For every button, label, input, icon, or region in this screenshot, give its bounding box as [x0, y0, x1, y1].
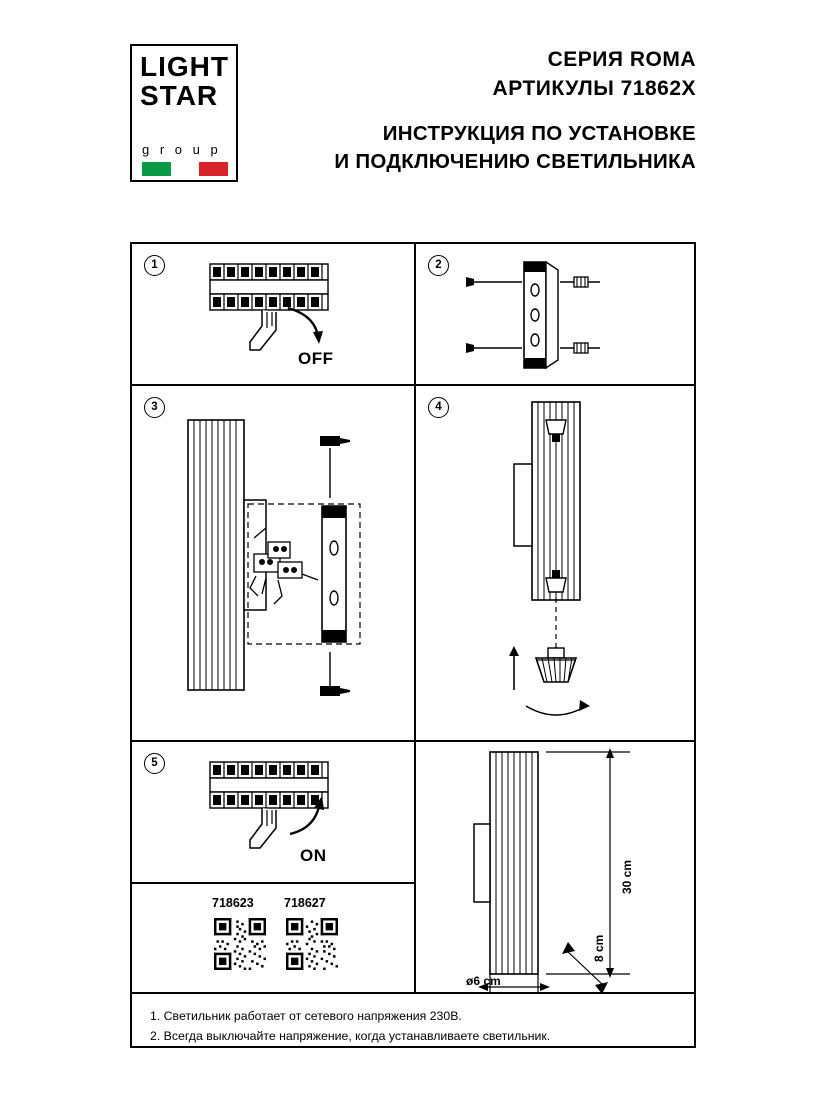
dimension-height-label: 30 cm [620, 859, 634, 894]
brand-logo [130, 44, 238, 182]
qr-label-2: 718627 [284, 896, 326, 910]
instruction-grid [130, 242, 696, 1048]
dimension-depth-label: 8 cm [592, 934, 606, 962]
note-2: 2. Всегда выключайте напряжение, когда устанавливаете светильник. [150, 1029, 551, 1043]
document-header [130, 44, 696, 194]
qr-codes-cell [132, 884, 416, 994]
italian-flag-icon [142, 162, 228, 176]
header-text-block [250, 46, 696, 176]
step-3-cell [132, 386, 416, 742]
logo-wordmark [140, 52, 229, 110]
step-5-number: 5 [144, 753, 165, 774]
dimension-diameter-label: ø6 cm [466, 974, 501, 988]
breaker-on-illustration [192, 752, 392, 872]
step-2-number: 2 [428, 255, 449, 276]
step-1-number: 1 [144, 255, 165, 276]
fixture-assembly-illustration [152, 398, 412, 728]
step-5-label: ON [300, 846, 327, 865]
step-4-number: 4 [428, 397, 449, 418]
mounting-bracket-illustration [464, 254, 644, 374]
logo-subtext: g r o u p [142, 142, 222, 157]
logo-line-1: LIGHT [140, 51, 229, 82]
step-5-cell [132, 742, 416, 884]
dimension-drawing [434, 742, 684, 992]
step-3-number: 3 [144, 397, 165, 418]
logo-line-2: STAR [140, 80, 219, 111]
title-line-1: ИНСТРУКЦИЯ ПО УСТАНОВКЕ [382, 122, 696, 145]
title-line-2: И ПОДКЛЮЧЕНИЮ СВЕТИЛЬНИКА [334, 150, 696, 173]
step-1-label: OFF [298, 349, 334, 368]
breaker-off-illustration [192, 254, 392, 374]
qr-label-1: 718623 [212, 896, 254, 910]
qr-code-718627[interactable] [286, 918, 338, 970]
step-2-cell [416, 244, 694, 386]
note-1: 1. Светильник работает от сетевого напряжения 230В. [150, 1009, 462, 1023]
notes-block [150, 1006, 684, 1046]
document-title [250, 120, 696, 176]
dimensions-cell [416, 742, 694, 994]
notes-cell [132, 994, 694, 1046]
qr-code-718623[interactable] [214, 918, 266, 970]
article-number: АРТИКУЛЫ 71862X [492, 77, 696, 100]
step-1-cell [132, 244, 416, 386]
step-4-cell [416, 386, 694, 742]
lamp-install-illustration [458, 394, 688, 734]
series-name: СЕРИЯ ROMA [547, 48, 696, 71]
